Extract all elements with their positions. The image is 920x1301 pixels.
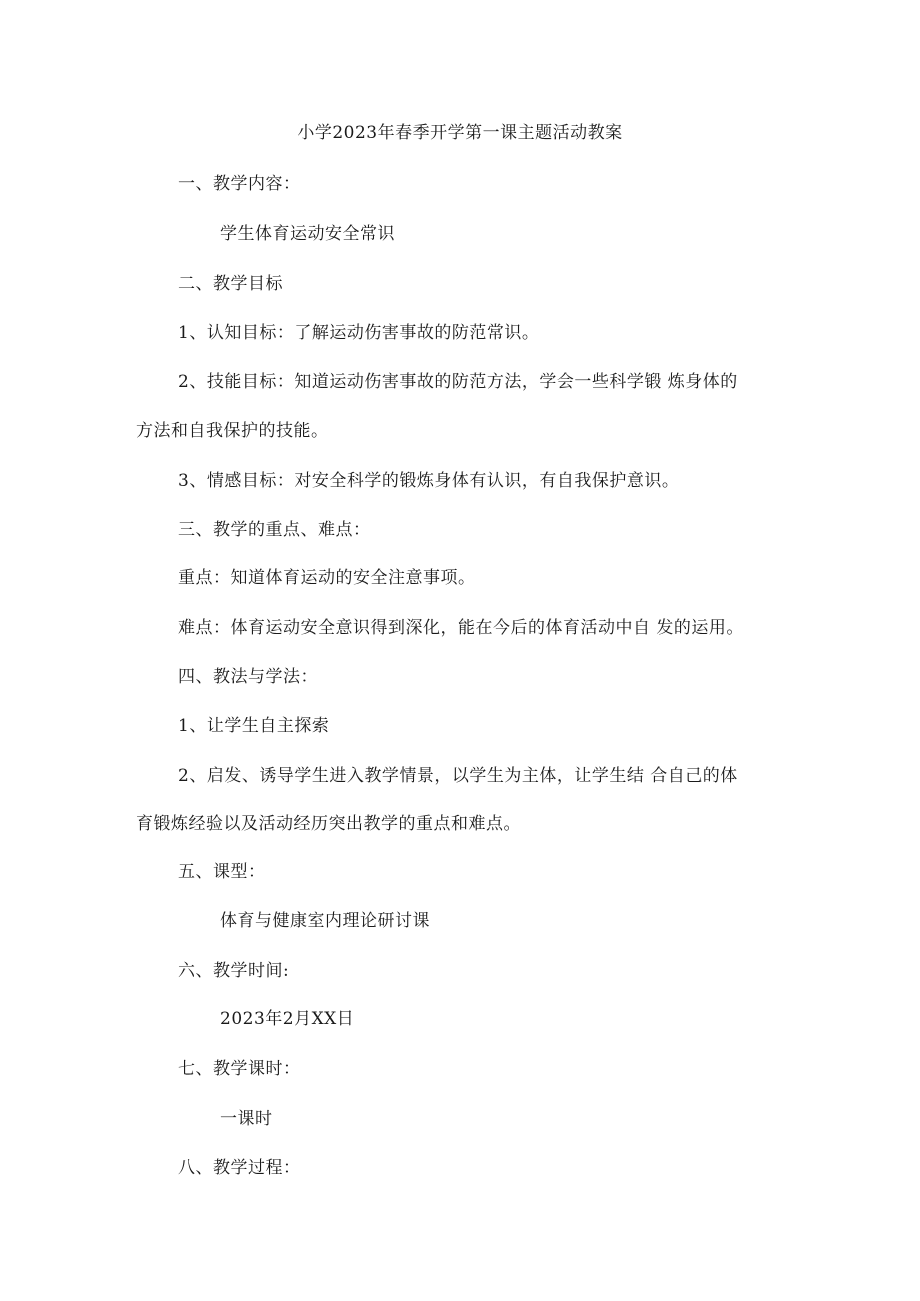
section-heading-teaching-goals: 二、教学目标 (178, 274, 283, 294)
paragraph-teaching-content: 学生体育运动安全常识 (220, 224, 395, 244)
paragraph-teaching-date: 2023年2月XX日 (220, 1009, 355, 1029)
section-heading-lesson-type: 五、课型： (178, 862, 266, 882)
paragraph-method-2: 2、启发、诱导学生进入教学情景，以学生为主体，让学生结 合自己的体 (178, 766, 738, 786)
paragraph-method-1: 1、让学生自主探索 (178, 716, 330, 736)
section-heading-methods: 四、教法与学法： (178, 667, 318, 687)
section-heading-class-hours: 七、教学课时： (178, 1059, 301, 1079)
section-heading-teaching-process: 八、教学过程： (178, 1158, 301, 1178)
paragraph-lesson-type: 体育与健康室内理论研讨课 (220, 911, 430, 931)
paragraph-method-2-continued: 育锻炼经验以及活动经历突出教学的重点和难点。 (136, 814, 521, 834)
section-heading-teaching-content: 一、教学内容： (178, 174, 301, 194)
paragraph-skill-goal: 2、技能目标：知道运动伤害事故的防范方法，学会一些科学锻 炼身体的 (178, 372, 738, 392)
section-heading-key-points: 三、教学的重点、难点： (178, 520, 371, 540)
paragraph-skill-goal-continued: 方法和自我保护的技能。 (136, 421, 329, 441)
document-title: 小学2023年春季开学第一课主题活动教案 (297, 123, 623, 143)
paragraph-class-hours: 一课时 (220, 1109, 273, 1129)
paragraph-emotional-goal: 3、情感目标：对安全科学的锻炼身体有认识，有自我保护意识。 (178, 471, 680, 491)
section-heading-teaching-time: 六、教学时间: (178, 961, 290, 981)
paragraph-cognitive-goal: 1、认知目标：了解运动伤害事故的防范常识。 (178, 323, 540, 343)
paragraph-difficult-point: 难点：体育运动安全意识得到深化，能在今后的体育活动中自 发的运用。 (178, 618, 744, 638)
paragraph-key-point: 重点：知道体育运动的安全注意事项。 (178, 568, 476, 588)
